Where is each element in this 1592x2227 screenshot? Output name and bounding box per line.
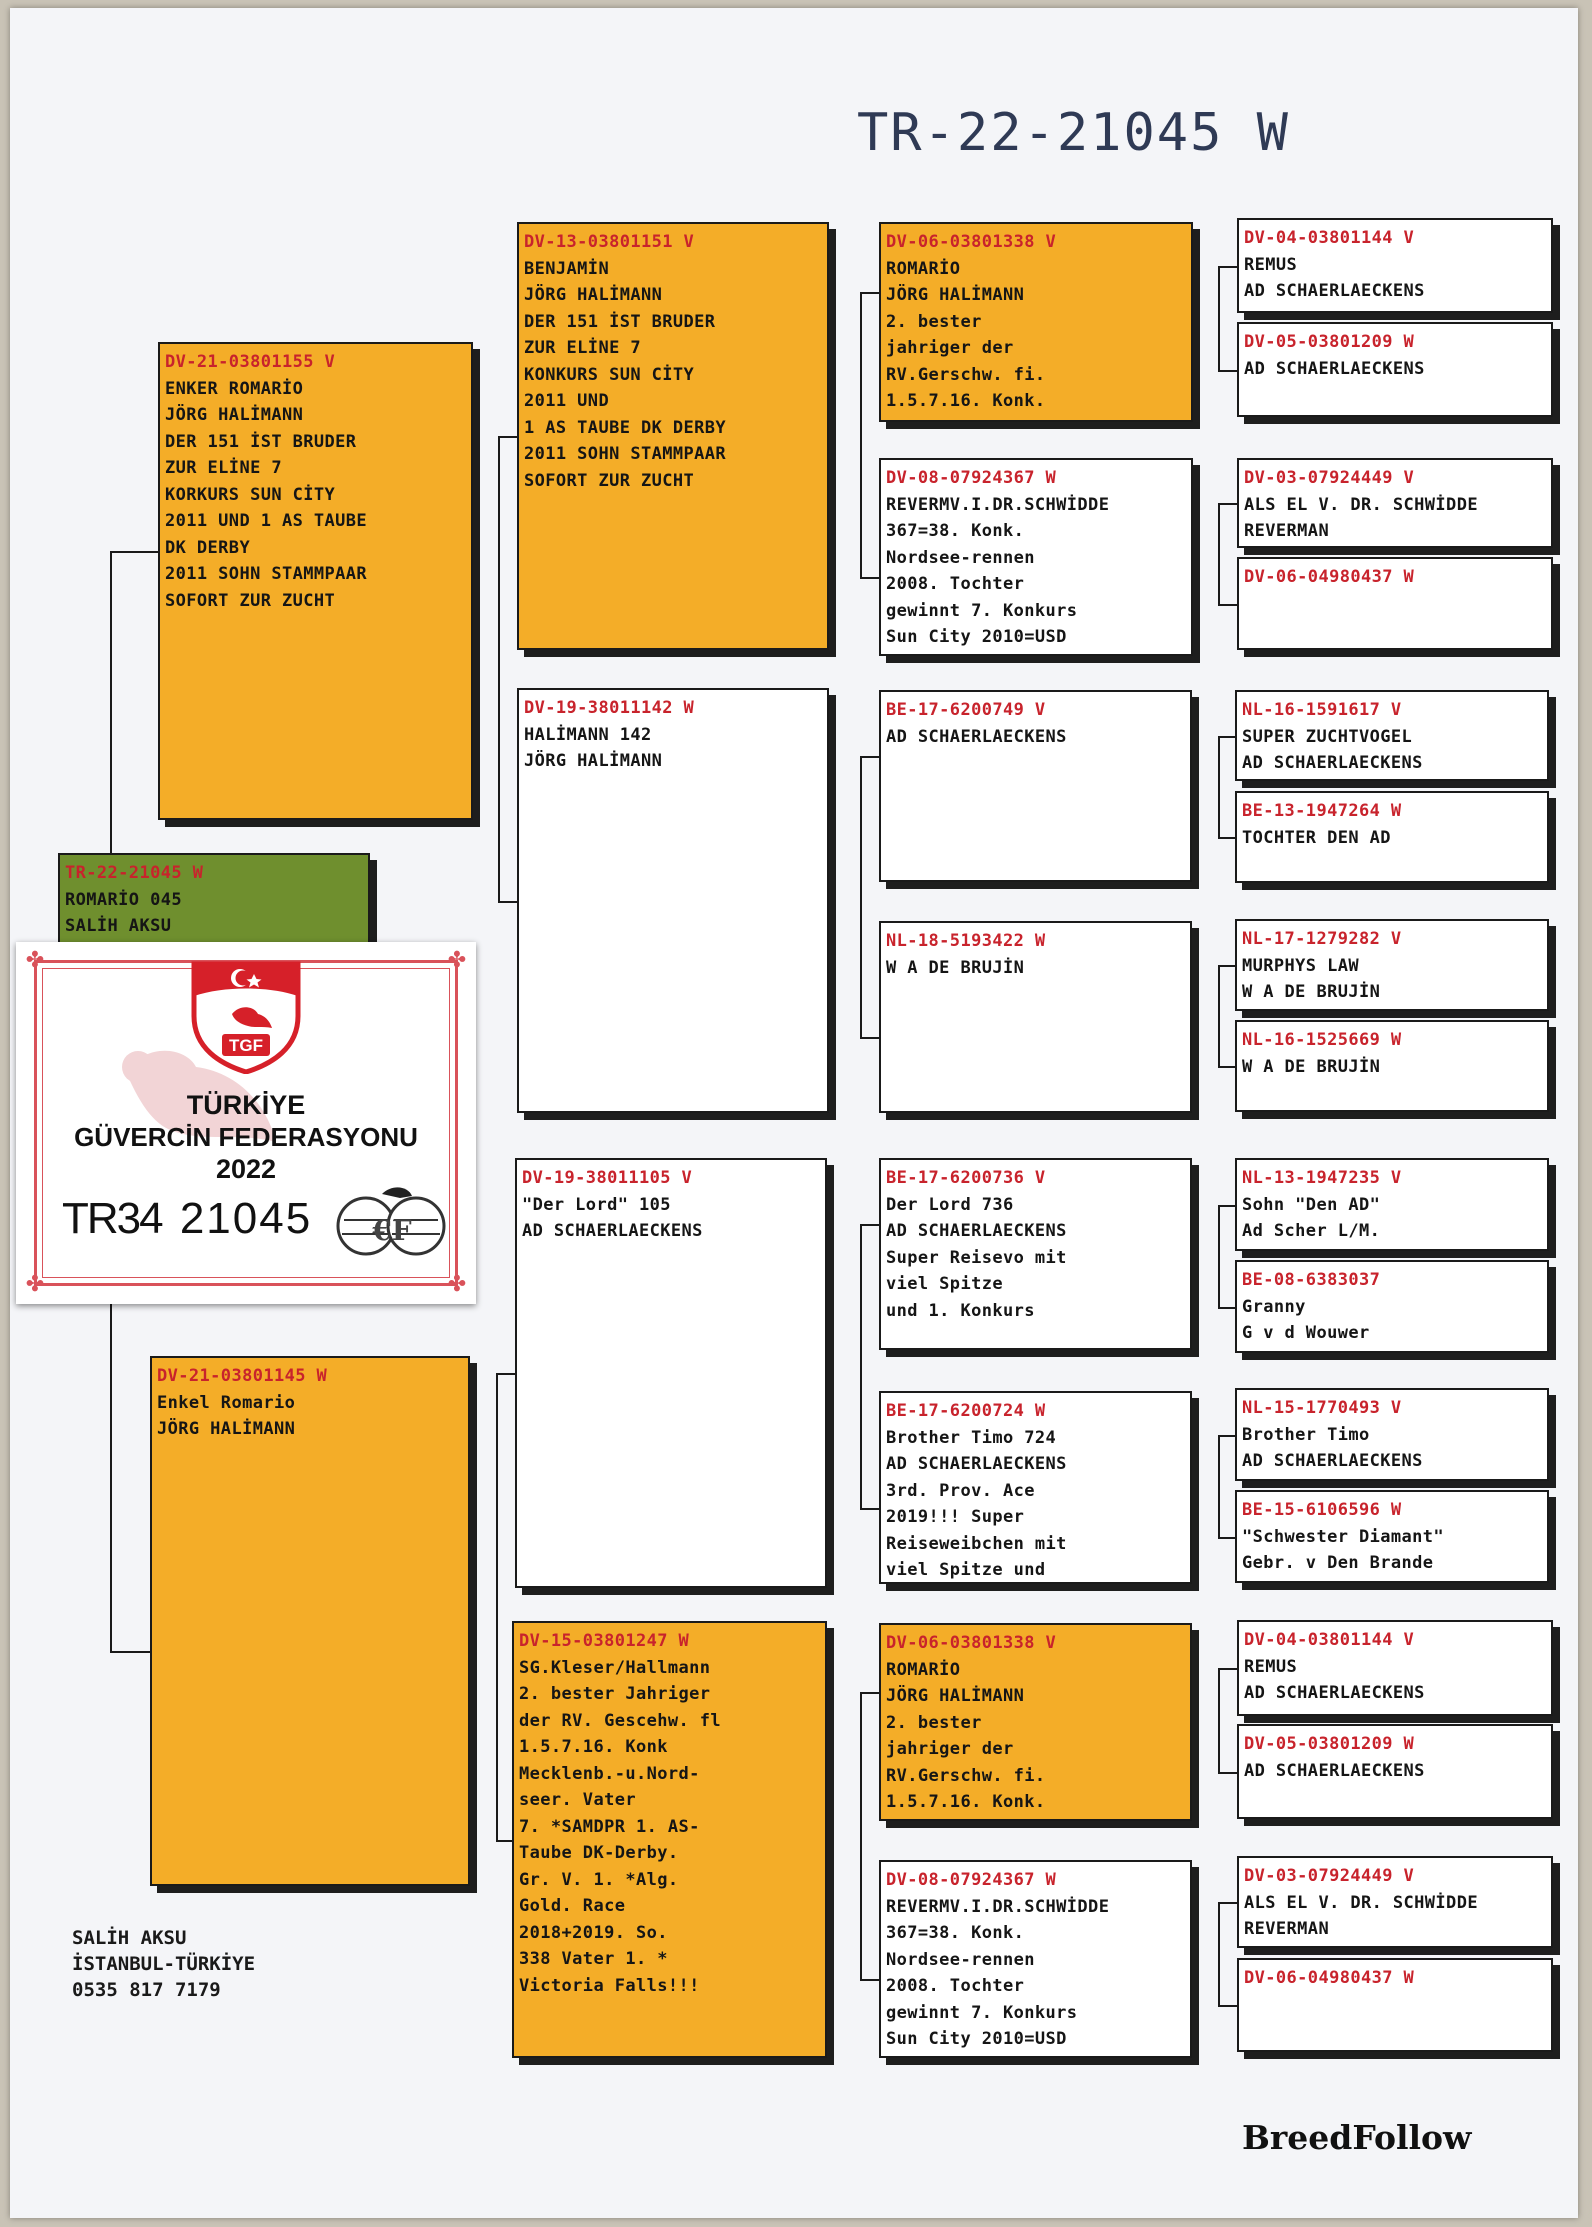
connector-line bbox=[860, 292, 879, 294]
bird-info-line: W A DE BRUJİN bbox=[1242, 982, 1381, 1002]
ring-number: DV-21-03801145 W bbox=[157, 1366, 328, 1386]
bird-info-line: DK DERBY bbox=[165, 537, 251, 558]
connector-line bbox=[860, 577, 879, 579]
bird-info-line: 1.5.7.16. Konk bbox=[519, 1737, 668, 1757]
great-great-grandparent-box bbox=[1237, 322, 1553, 417]
dam-box bbox=[150, 1356, 470, 1886]
great-grandparent-box bbox=[879, 1391, 1192, 1584]
ring-number: DV-19-38011142 W bbox=[524, 698, 695, 718]
badge-title-2: GÜVERCİN FEDERASYONU bbox=[74, 1122, 418, 1152]
bird-info-line: TOCHTER DEN AD bbox=[1242, 827, 1391, 848]
ring-number: NL-16-1591617 V bbox=[1242, 700, 1402, 720]
great-grandparent-box bbox=[879, 1623, 1192, 1821]
bird-info-line: 367=38. Konk. bbox=[886, 521, 1025, 541]
bird-info-line: REVERMV.I.DR.SCHWİDDE bbox=[886, 1896, 1110, 1917]
bird-info-line: 1 AS TAUBE DK DERBY bbox=[524, 417, 727, 438]
bird-info-line: Gold. Race bbox=[519, 1896, 626, 1916]
bird-info-line: Nordsee-rennen bbox=[886, 1949, 1035, 1970]
owner-city: İSTANBUL-TÜRKİYE bbox=[72, 1953, 256, 1975]
connector-line bbox=[498, 436, 517, 438]
great-great-grandparent-box bbox=[1235, 1020, 1549, 1112]
bird-info-line: JÖRG HALİMANN bbox=[524, 285, 663, 305]
great-great-grandparent-box bbox=[1235, 791, 1549, 883]
connector-line bbox=[1218, 1435, 1220, 1537]
bird-info-line: W A DE BRUJİN bbox=[1242, 1056, 1381, 1077]
subject-bird-box bbox=[58, 853, 370, 953]
bird-info-line: AD SCHAERLAECKENS bbox=[522, 1221, 703, 1241]
owner-info bbox=[72, 1925, 255, 2003]
bird-info-line: SUPER ZUCHTVOGEL bbox=[1242, 726, 1413, 747]
bird-info-line: gewinnt 7. Konkurs bbox=[886, 600, 1078, 621]
tgf-logo-text: TGF bbox=[229, 1036, 263, 1055]
granddam-maternal-box bbox=[512, 1621, 827, 2058]
bird-info-line: 2018+2019. So. bbox=[519, 1922, 668, 1943]
connector-line bbox=[1218, 1205, 1220, 1307]
ring-number: NL-13-1947235 V bbox=[1242, 1168, 1402, 1188]
ring-number: NL-17-1279282 V bbox=[1242, 929, 1402, 949]
bird-info-line: ZUR ELİNE 7 bbox=[165, 458, 282, 478]
connector-line bbox=[1218, 503, 1220, 604]
ring-number: TR-22-21045 W bbox=[65, 863, 204, 883]
great-grandparent-box bbox=[879, 921, 1192, 1113]
bird-info-line: gewinnt 7. Konkurs bbox=[886, 2002, 1078, 2023]
connector-line bbox=[860, 1224, 879, 1226]
connector-line bbox=[1218, 1772, 1237, 1774]
bird-info-line: der RV. Gescehw. fl bbox=[519, 1710, 722, 1731]
bird-info-line: 2. bester bbox=[886, 311, 982, 332]
ring-number: DV-05-03801209 W bbox=[1244, 332, 1415, 352]
connector-line bbox=[1218, 736, 1220, 838]
ring-number: DV-05-03801209 W bbox=[1244, 1734, 1415, 1754]
bird-info-line: Super Reisevo mit bbox=[886, 1247, 1067, 1268]
bird-info-line: JÖRG HALİMANN bbox=[165, 405, 304, 425]
bird-info-line: 338 Vater 1. * bbox=[519, 1949, 668, 1969]
owner-phone: 0535 817 7179 bbox=[72, 1979, 221, 2001]
bird-info-line: 2. bester Jahriger bbox=[519, 1684, 711, 1704]
ring-number: DV-15-03801247 W bbox=[519, 1631, 690, 1651]
great-great-grandparent-box bbox=[1237, 458, 1553, 548]
bird-info-line: ENKER ROMARİO bbox=[165, 378, 304, 399]
great-grandparent-box bbox=[879, 690, 1192, 882]
great-great-grandparent-box bbox=[1235, 1260, 1549, 1353]
bird-info-line: G v d Wouwer bbox=[1242, 1323, 1370, 1343]
connector-line bbox=[1218, 266, 1220, 370]
bird-info-line: BENJAMİN bbox=[524, 258, 610, 279]
connector-line bbox=[1218, 604, 1237, 606]
ornament-icon: ✤ bbox=[25, 1272, 45, 1297]
ring-number: NL-16-1525669 W bbox=[1242, 1030, 1402, 1050]
bird-info-line: Brother Timo 724 bbox=[886, 1427, 1057, 1448]
bird-info-line: Gr. V. 1. *Alg. bbox=[519, 1869, 679, 1890]
bird-info-line: JÖRG HALİMANN bbox=[886, 1686, 1025, 1706]
connector-line bbox=[1218, 503, 1237, 505]
great-great-grandparent-box bbox=[1237, 1958, 1553, 2052]
great-great-grandparent-box bbox=[1235, 1158, 1549, 1251]
bird-info-line: JÖRG HALİMANN bbox=[886, 285, 1025, 305]
connector-line bbox=[860, 1979, 879, 1981]
bird-info-line: jahriger der bbox=[886, 1739, 1014, 1759]
bird-info-line: "Schwester Diamant" bbox=[1242, 1526, 1445, 1547]
connector-line bbox=[860, 1692, 879, 1694]
bird-info-line: AD SCHAERLAECKENS bbox=[1244, 358, 1425, 379]
connector-line bbox=[860, 1224, 862, 1508]
bird-info-line: 2011 SOHN STAMMPAAR bbox=[165, 564, 368, 584]
great-great-grandparent-box bbox=[1235, 690, 1549, 781]
great-great-grandparent-box bbox=[1235, 1490, 1549, 1583]
great-great-grandparent-box bbox=[1237, 218, 1553, 313]
brand-logo: BreedFollow bbox=[1242, 2118, 1472, 2157]
bird-info-line: 1.5.7.16. Konk. bbox=[886, 391, 1046, 411]
bird-info-line: SALİH AKSU bbox=[65, 916, 172, 936]
ring-number: NL-15-1770493 V bbox=[1242, 1398, 1402, 1418]
bird-info-line: 367=38. Konk. bbox=[886, 1923, 1025, 1943]
bird-info-line: REVERMAN bbox=[1244, 521, 1330, 541]
bird-info-line: ALS EL V. DR. SCHWİDDE bbox=[1244, 494, 1478, 515]
connector-line bbox=[498, 901, 517, 903]
bird-info-line: Taube DK-Derby. bbox=[519, 1843, 679, 1863]
owner-name: SALİH AKSU bbox=[72, 1927, 187, 1949]
bird-info-line: JÖRG HALİMANN bbox=[157, 1419, 296, 1439]
connector-line bbox=[1218, 266, 1237, 268]
bird-info-line: AD SCHAERLAECKENS bbox=[1244, 1683, 1425, 1703]
connector-line bbox=[860, 1037, 879, 1039]
great-grandparent-box bbox=[879, 222, 1193, 422]
bird-info-line: SOFORT ZUR ZUCHT bbox=[165, 590, 336, 611]
bird-info-line: AD SCHAERLAECKENS bbox=[886, 1454, 1067, 1474]
bird-info-line: RV.Gerschw. fi. bbox=[886, 364, 1046, 385]
connector-line bbox=[1218, 2005, 1237, 2007]
bird-info-line: HALİMANN 142 bbox=[524, 724, 652, 745]
ring-number: DV-08-07924367 W bbox=[886, 1870, 1057, 1890]
bird-info-line: Sun City 2010=USD bbox=[886, 627, 1067, 647]
connector-line bbox=[1218, 1668, 1237, 1670]
bird-info-line: 2011 SOHN STAMMPAAR bbox=[524, 444, 727, 464]
ring-number: DV-06-04980437 W bbox=[1244, 1968, 1415, 1988]
bird-info-line: REMUS bbox=[1244, 254, 1298, 275]
globe-logo-icon bbox=[334, 1180, 454, 1260]
bird-info-line: Brother Timo bbox=[1242, 1424, 1370, 1445]
great-grandparent-box bbox=[879, 1158, 1192, 1350]
bird-info-line: 2008. Tochter bbox=[886, 1976, 1025, 1996]
grandsire-paternal-box bbox=[517, 222, 829, 650]
connector-line bbox=[1218, 1902, 1237, 1904]
badge-year: 2022 bbox=[215, 1154, 277, 1184]
badge-ring-digits: 21045 bbox=[179, 1194, 313, 1243]
bird-info-line: seer. Vater bbox=[519, 1790, 636, 1810]
great-great-grandparent-box bbox=[1235, 919, 1549, 1011]
bird-info-line: 2011 UND 1 AS TAUBE bbox=[165, 511, 368, 531]
great-grandparent-box bbox=[879, 1860, 1192, 2058]
ring-number: NL-18-5193422 W bbox=[886, 931, 1046, 951]
ring-number: DV-13-03801151 V bbox=[524, 232, 695, 252]
bird-info-line: MURPHYS LAW bbox=[1242, 955, 1359, 976]
bird-info-line: 7. *SAMDPR 1. AS- bbox=[519, 1816, 700, 1837]
bird-info-line: JÖRG HALİMANN bbox=[524, 751, 663, 771]
sire-box bbox=[158, 342, 473, 820]
ring-number: BE-08-6383037 bbox=[1242, 1270, 1381, 1290]
bird-info-line: REVERMAN bbox=[1244, 1919, 1330, 1939]
bird-info-line: AD SCHAERLAECKENS bbox=[1244, 281, 1425, 301]
ring-number: DV-19-38011105 V bbox=[522, 1168, 693, 1188]
bird-info-line: 3rd. Prov. Ace bbox=[886, 1480, 1035, 1501]
connector-line bbox=[860, 1692, 862, 1979]
ring-number: BE-17-6200736 V bbox=[886, 1168, 1046, 1188]
federation-badge bbox=[16, 942, 476, 1304]
bird-info-line: Sohn "Den AD" bbox=[1242, 1194, 1381, 1215]
bird-info-line: REMUS bbox=[1244, 1656, 1298, 1677]
great-great-grandparent-box bbox=[1237, 1856, 1553, 1948]
connector-line bbox=[496, 1373, 515, 1375]
granddam-paternal-box bbox=[517, 688, 829, 1113]
bird-info-line: Mecklenb.-u.Nord- bbox=[519, 1763, 700, 1784]
bird-info-line: ROMARİO bbox=[886, 1659, 961, 1680]
bird-info-line: AD SCHAERLAECKENS bbox=[886, 1221, 1067, 1241]
connector-line bbox=[860, 292, 862, 577]
connector-line bbox=[498, 436, 500, 901]
bird-info-line: ROMARİO bbox=[886, 258, 961, 279]
bird-info-line: Sun City 2010=USD bbox=[886, 2029, 1067, 2049]
ring-number: DV-06-03801338 V bbox=[886, 1633, 1057, 1653]
bird-info-line: Victoria Falls!!! bbox=[519, 1975, 700, 1996]
bird-info-line: KORKURS SUN CİTY bbox=[165, 484, 336, 505]
badge-title-1: TÜRKİYE bbox=[186, 1090, 306, 1120]
bird-info-line: DER 151 İST BRUDER bbox=[165, 431, 357, 452]
bird-info-line: SG.Kleser/Hallmann bbox=[519, 1657, 711, 1678]
great-great-grandparent-box bbox=[1235, 1388, 1549, 1481]
bird-info-line: viel Spitze bbox=[886, 1274, 1003, 1294]
svg-text:€F: €F bbox=[372, 1214, 412, 1247]
connector-line bbox=[860, 1508, 879, 1510]
great-grandparent-box bbox=[879, 458, 1193, 656]
ring-number: BE-13-1947264 W bbox=[1242, 801, 1402, 821]
great-great-grandparent-box bbox=[1237, 1620, 1553, 1716]
ring-number: BE-17-6200724 W bbox=[886, 1401, 1046, 1421]
ornament-icon: ✤ bbox=[25, 948, 45, 973]
pedigree-title: TR-22-21045 W bbox=[857, 103, 1290, 163]
ring-number: DV-03-07924449 V bbox=[1244, 1866, 1415, 1886]
bird-info-line: und 1. Konkurs bbox=[886, 1300, 1035, 1321]
bird-info-line: AD SCHAERLAECKENS bbox=[886, 726, 1067, 747]
bird-info-line: Gebr. v Den Brande bbox=[1242, 1553, 1434, 1573]
ring-number: DV-06-04980437 W bbox=[1244, 567, 1415, 587]
ornament-icon: ✤ bbox=[447, 1272, 467, 1297]
great-great-grandparent-box bbox=[1237, 557, 1553, 650]
bird-info-line: Ad Scher L/M. bbox=[1242, 1221, 1381, 1241]
ornament-icon: ✤ bbox=[447, 948, 467, 973]
bird-info-line: DER 151 İST BRUDER bbox=[524, 311, 716, 332]
connector-line bbox=[110, 551, 158, 553]
bird-info-line: 2019!!! Super bbox=[886, 1507, 1025, 1527]
bird-info-line: 2011 UND bbox=[524, 391, 610, 411]
connector-line bbox=[860, 756, 862, 1037]
ring-number: DV-21-03801155 V bbox=[165, 352, 336, 372]
connector-line bbox=[1218, 965, 1220, 1066]
bird-info-line: AD SCHAERLAECKENS bbox=[1244, 1760, 1425, 1781]
bird-info-line: W A DE BRUJİN bbox=[886, 957, 1025, 978]
bird-info-line: 2008. Tochter bbox=[886, 574, 1025, 594]
bird-info-line: AD SCHAERLAECKENS bbox=[1242, 753, 1423, 773]
connector-line bbox=[1218, 1668, 1220, 1772]
connector-line bbox=[860, 756, 879, 758]
badge-region-code: TR34 bbox=[62, 1194, 162, 1243]
bird-info-line: 1.5.7.16. Konk. bbox=[886, 1792, 1046, 1812]
bird-info-line: ROMARİO 045 bbox=[65, 889, 182, 910]
bird-info-line: "Der Lord" 105 bbox=[522, 1194, 671, 1215]
ring-number: DV-08-07924367 W bbox=[886, 468, 1057, 488]
bird-info-line: Granny bbox=[1242, 1296, 1306, 1317]
bird-info-line: viel Spitze und bbox=[886, 1560, 1046, 1580]
bird-info-line: SOFORT ZUR ZUCHT bbox=[524, 470, 695, 491]
bird-info-line: Reiseweibchen mit bbox=[886, 1533, 1067, 1554]
connector-line bbox=[496, 1373, 498, 1840]
connector-line bbox=[1218, 1902, 1220, 2005]
bird-info-line: RV.Gerschw. fi. bbox=[886, 1765, 1046, 1786]
bird-info-line: 2. bester bbox=[886, 1712, 982, 1733]
tgf-shield-icon bbox=[188, 956, 304, 1074]
bird-info-line: Nordsee-rennen bbox=[886, 547, 1035, 568]
grandsire-maternal-box bbox=[515, 1158, 827, 1588]
bird-info-line: Enkel Romario bbox=[157, 1392, 296, 1413]
bird-info-line: ZUR ELİNE 7 bbox=[524, 338, 641, 358]
bird-info-line: ALS EL V. DR. SCHWİDDE bbox=[1244, 1892, 1478, 1913]
bird-info-line: REVERMV.I.DR.SCHWİDDE bbox=[886, 494, 1110, 515]
ring-number: DV-06-03801338 V bbox=[886, 232, 1057, 252]
bird-info-line: AD SCHAERLAECKENS bbox=[1242, 1451, 1423, 1471]
bird-info-line: jahriger der bbox=[886, 338, 1014, 358]
bird-info-line: Der Lord 736 bbox=[886, 1194, 1014, 1215]
ring-number: BE-17-6200749 V bbox=[886, 700, 1046, 720]
ring-number: BE-15-6106596 W bbox=[1242, 1500, 1402, 1520]
connector-line bbox=[1218, 370, 1237, 372]
ring-number: DV-04-03801144 V bbox=[1244, 1630, 1415, 1650]
badge-ring-number bbox=[62, 1194, 312, 1244]
ring-number: DV-03-07924449 V bbox=[1244, 468, 1415, 488]
bird-info-line: KONKURS SUN CİTY bbox=[524, 364, 695, 385]
great-great-grandparent-box bbox=[1237, 1724, 1553, 1819]
ring-number: DV-04-03801144 V bbox=[1244, 228, 1415, 248]
